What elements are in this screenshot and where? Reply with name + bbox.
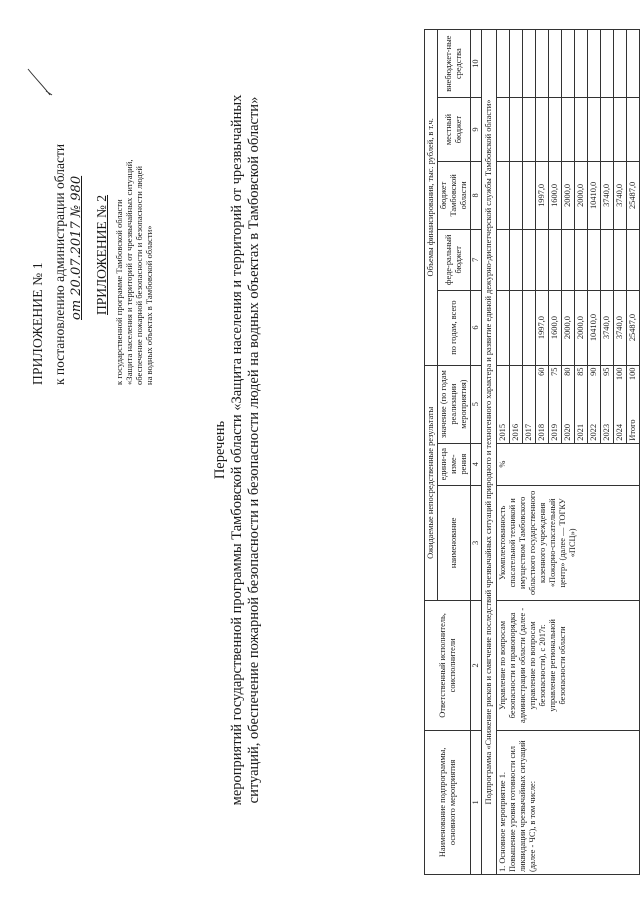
appendix2-note-4: на водных объектах в Тамбовской области»: [144, 225, 154, 385]
head-col3: наименование: [438, 485, 471, 600]
regional-budget: 1600,0: [549, 161, 562, 229]
local-budget: [614, 98, 627, 161]
measure-year-row: [497, 30, 510, 875]
total-by-year: [510, 290, 523, 365]
year-cell: [549, 365, 562, 443]
head-col2: Ответственный исполнитель, соисполнители: [425, 601, 471, 731]
subprogram-row: [482, 30, 497, 875]
regional-budget: 3740,0: [601, 161, 614, 229]
total-by-year: 25487,0: [627, 290, 640, 365]
result-value: 60: [537, 367, 546, 376]
regional-budget: 3740,0: [614, 161, 627, 229]
year-label: 2024: [615, 423, 624, 441]
col-number: 8: [471, 161, 482, 229]
year-label: 2021: [576, 423, 585, 441]
col-number: 3: [471, 485, 482, 600]
year-cell: [627, 365, 640, 443]
total-by-year: 10410,0: [588, 290, 601, 365]
regional-budget: 2000,0: [575, 161, 588, 229]
table-head-row-1: [425, 30, 438, 875]
col-number: 6: [471, 290, 482, 365]
appendix2-title: ПРИЛОЖЕНИЕ № 2: [94, 194, 109, 315]
regional-budget: [510, 161, 523, 229]
federal-budget: [562, 230, 575, 291]
extrabudgetary: [601, 30, 614, 98]
year-label: 2019: [550, 423, 559, 441]
year-cell: [510, 365, 523, 443]
column-numbers-row: [471, 30, 482, 875]
federal-budget: [575, 230, 588, 291]
local-budget: [575, 98, 588, 161]
regional-budget: 25487,0: [627, 161, 640, 229]
year-cell: [497, 365, 510, 443]
extrabudgetary: [536, 30, 549, 98]
federal-budget: [614, 230, 627, 291]
total-by-year: 2000,0: [562, 290, 575, 365]
measure-rows: [497, 30, 640, 875]
local-budget: [536, 98, 549, 161]
total-by-year: 1600,0: [549, 290, 562, 365]
date-number-handwritten: от 20.07.2017 № 980: [69, 175, 84, 320]
col-number: 10: [471, 30, 482, 98]
federal-budget: [601, 230, 614, 291]
signature-mark: [26, 65, 54, 97]
year-label: 2016: [511, 423, 520, 441]
result-value: 90: [589, 367, 598, 376]
extrabudgetary: [510, 30, 523, 98]
federal-budget: [523, 230, 536, 291]
result-value: 80: [563, 367, 572, 376]
extrabudgetary: [627, 30, 640, 98]
extrabudgetary: [497, 30, 510, 98]
head-col4: едини-ца изме-рения: [438, 443, 471, 485]
federal-budget: [627, 230, 640, 291]
year-label: 2022: [589, 423, 598, 441]
extrabudgetary: [549, 30, 562, 98]
measure-indicator: Укомплектованность спасательной техникой и имуществом Тамбовского областного государственного казенного учреждения «Пожарно-спасательный центр» (далее — ТОГКУ «ПСЦ»): [497, 485, 640, 600]
extrabudgetary: [614, 30, 627, 98]
measure-executor: Управление по вопросам безопасности и правопорядка администрации области (далее - управление по вопросам безопасности), с 2017г. управление региональной безопасности области: [497, 601, 640, 731]
col-number: 4: [471, 443, 482, 485]
regional-budget: [497, 161, 510, 229]
head-col1: Наименование подпрограммы, основного мероприятия: [425, 730, 471, 874]
measure-unit: %: [497, 443, 640, 485]
local-budget: [601, 98, 614, 161]
year-cell: [575, 365, 588, 443]
local-budget: [588, 98, 601, 161]
head-col5: значение (по годам реализации мероприятия): [438, 365, 471, 443]
head-col9: местный бюджет: [438, 98, 471, 161]
total-by-year: 2000,0: [575, 290, 588, 365]
result-value: 100: [615, 367, 624, 381]
result-value: 100: [628, 367, 637, 381]
subprogram-title: Подпрограмма «Снижение рисков и смягчение последствий чрезвычайных ситуаций природного и техногенного характера и развитие единой дежурно-диспетчерской службы Тамбовской области»: [482, 30, 497, 875]
col-number: 2: [471, 601, 482, 731]
regional-budget: 2000,0: [562, 161, 575, 229]
federal-budget: [549, 230, 562, 291]
appendix-title: ПРИЛОЖЕНИЕ № 1: [30, 262, 45, 385]
result-value: 95: [602, 367, 611, 376]
federal-budget: [510, 230, 523, 291]
local-budget: [510, 98, 523, 161]
appendix2-note-3: обеспечение пожарной безопасности и безопасности людей: [134, 165, 144, 385]
year-label: 2023: [602, 423, 611, 441]
year-label: Итого: [628, 419, 637, 441]
total-by-year: [497, 290, 510, 365]
local-budget: [523, 98, 536, 161]
col-number: 1: [471, 730, 482, 874]
local-budget: [627, 98, 640, 161]
regional-budget: 10410,0: [588, 161, 601, 229]
year-label: 2020: [563, 423, 572, 441]
head-col10: внебюджет-ные средства: [438, 30, 471, 98]
extrabudgetary: [575, 30, 588, 98]
title-line-3: ситуаций, обеспечение пожарной безопасности и безопасности людей на водных объектах в Тамбовской области»: [246, 96, 262, 804]
federal-budget: [588, 230, 601, 291]
head-col6: по годам, всего: [438, 290, 471, 365]
total-by-year: 3740,0: [601, 290, 614, 365]
regional-budget: [523, 161, 536, 229]
year-cell: [614, 365, 627, 443]
year-cell: [536, 365, 549, 443]
measure-name: 1. Основное мероприятие 1. Повышение уровня готовности сил ликвидации чрезвычайных ситуаций (далее - ЧС), в том числе:: [497, 730, 640, 874]
document-title: [212, 55, 263, 845]
result-value: 85: [576, 367, 585, 376]
year-label: 2015: [498, 423, 507, 441]
title-line-1: Перечень: [212, 420, 228, 480]
total-by-year: 3740,0: [614, 290, 627, 365]
year-label: 2017: [524, 423, 533, 441]
head-col8: бюджет Тамбовской области: [438, 161, 471, 229]
appendix2-note-2: «Защита населения и территорий от чрезвычайных ситуаций,: [124, 159, 134, 385]
col-number: 7: [471, 230, 482, 291]
year-cell: [523, 365, 536, 443]
year-cell: [588, 365, 601, 443]
measures-table: [424, 29, 640, 875]
federal-budget: [497, 230, 510, 291]
year-label: 2018: [537, 423, 546, 441]
total-by-year: [523, 290, 536, 365]
title-line-2: мероприятий государственной программы Тамбовской области «Защита населения и территорий от чрезвычайных: [229, 94, 245, 806]
result-value: 75: [550, 367, 559, 376]
year-cell: [601, 365, 614, 443]
col-number: 9: [471, 98, 482, 161]
head-col7: феде-ральный бюджет: [438, 230, 471, 291]
extrabudgetary: [588, 30, 601, 98]
extrabudgetary: [523, 30, 536, 98]
local-budget: [549, 98, 562, 161]
appendix2-note-1: к государственной программе Тамбовской области: [114, 199, 124, 385]
extrabudgetary: [562, 30, 575, 98]
decree-line: к постановлению администрации области: [52, 143, 67, 385]
federal-budget: [536, 230, 549, 291]
year-cell: [562, 365, 575, 443]
local-budget: [497, 98, 510, 161]
head-finance-group: Объемы финансирования, тыс. рублей, в т.ч.: [425, 30, 438, 366]
total-by-year: 1997,0: [536, 290, 549, 365]
local-budget: [562, 98, 575, 161]
regional-budget: 1997,0: [536, 161, 549, 229]
head-expected-group: Ожидаемые непосредственные результаты: [425, 365, 438, 600]
col-number: 5: [471, 365, 482, 443]
